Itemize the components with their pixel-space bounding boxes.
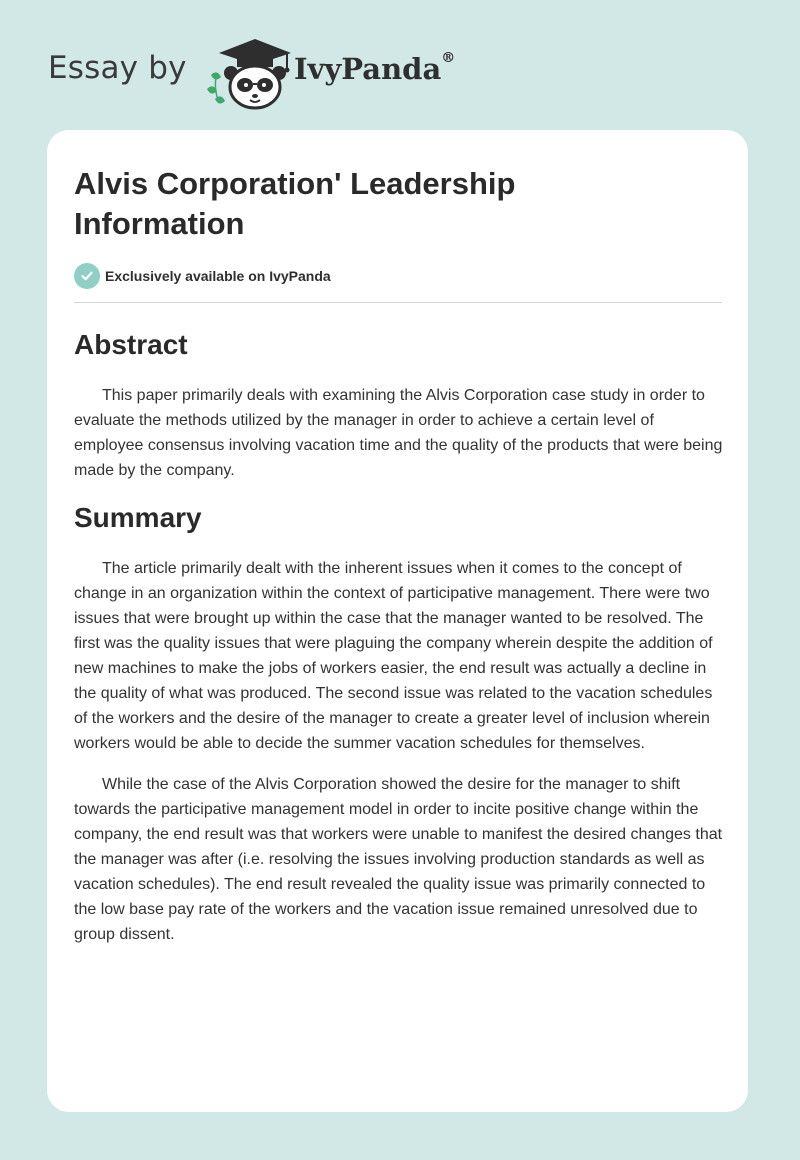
check-badge-icon [74, 263, 100, 289]
essay-title: Alvis Corporation' Leadership Information [74, 166, 516, 241]
exclusive-badge [74, 263, 331, 289]
summary-paragraph-1: The article primarily dealt with the inherent issues when it comes to the concept of change in an organization within the context of participative management. There were two issues that were brought up within the case that the manager wanted to be resolved. The first was the quality issues that were plaguing the company wherein despite the addition of new machines to make the jobs of workers easier, the end result was actually a decline in the quality of what was produced. The second issue was related to the vacation schedules of the workers and the desire of the manager to create a greater level of inclusion wherein workers would be able to decide the summer vacation schedules for themselves. [74, 560, 713, 752]
summary-paragraph-2: While the case of the Alvis Corporation showed the desire for the manager to shift towards the participative management model in order to incite positive change within the company, the end result was that workers were unable to manifest the desired changes that the manager was after (i.e. resolving the issues involving production standards as well as vacation schedules). The end result revealed the quality issue was primarily connected to the low base pay rate of the workers and the vacation issue remained unresolved due to group dissent. [74, 776, 723, 943]
essay-card [47, 130, 748, 1112]
section-heading-abstract: Abstract [74, 329, 188, 360]
essay-body [74, 325, 726, 963]
site-header [48, 30, 508, 110]
title-divider [74, 302, 722, 303]
registered-mark: ® [441, 50, 456, 66]
section-heading-summary: Summary [74, 502, 202, 533]
brand-name-text: IvyPanda [294, 52, 442, 86]
ivypanda-brand[interactable] [294, 52, 455, 86]
panda-graduate-logo-icon[interactable] [201, 35, 293, 111]
exclusive-badge-text: Exclusively available on IvyPanda [105, 268, 331, 284]
abstract-paragraph: This paper primarily deals with examining the Alvis Corporation case study in order to evaluate the methods utilized by the manager in order to achieve a certain level of employee consensus involving vacation time and the quality of the products that were being made by the company. [74, 387, 723, 479]
essay-by-label: Essay by [48, 50, 187, 86]
